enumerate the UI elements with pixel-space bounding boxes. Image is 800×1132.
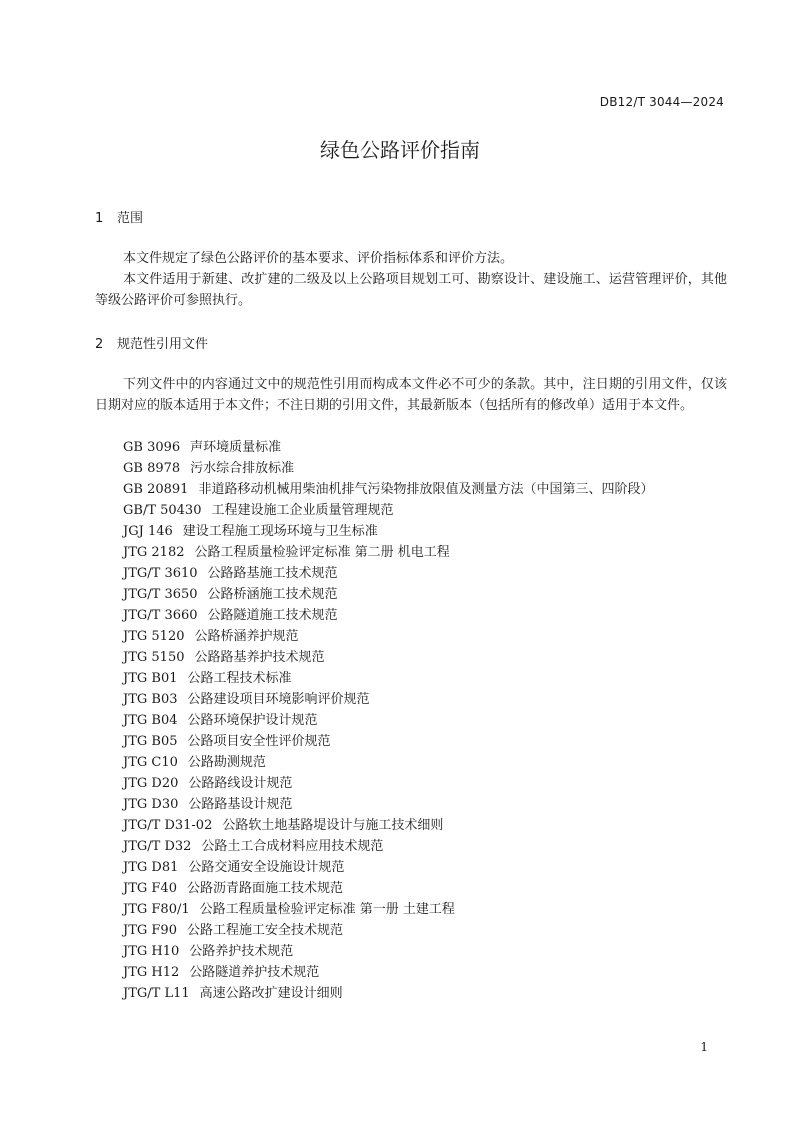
reference-code: JTG F80/1 [123, 902, 190, 917]
reference-name: 公路养护技术规范 [189, 944, 294, 959]
reference-code: JTG B04 [123, 713, 178, 728]
reference-name: 公路土工合成材料应用技术规范 [201, 839, 384, 854]
page-number: 1 [700, 1040, 708, 1054]
reference-name: 高速公路改扩建设计细则 [199, 986, 343, 1001]
reference-item [123, 458, 653, 479]
reference-code: JTG/T D32 [123, 839, 192, 854]
reference-name: 公路勘测规范 [187, 755, 266, 770]
reference-item [123, 521, 653, 542]
reference-code: GB/T 50430 [123, 503, 202, 518]
reference-name: 公路路基施工技术规范 [207, 566, 338, 581]
document-id: DB12/T 3044—2024 [599, 95, 724, 109]
reference-code: JTG/T 3610 [123, 566, 198, 581]
reference-name: 公路路基养护技术规范 [194, 650, 325, 665]
reference-item [123, 899, 653, 920]
reference-code: JTG B01 [123, 671, 178, 686]
reference-name: 公路隧道施工技术规范 [207, 608, 338, 623]
reference-item [123, 731, 653, 752]
references-intro-paragraph: 下列文件中的内容通过文中的规范性引用而构成本文件必不可少的条款。其中，注日期的引用文件，仅该日期对应的版本适用于本文件；不注日期的引用文件，其最新版本（包括所有的修改单）适用于本文件。 [95, 377, 727, 413]
reference-name: 公路路线设计规范 [188, 776, 293, 791]
reference-name: 公路工程质量检验评定标准 第一册 土建工程 [199, 902, 455, 917]
reference-code: JTG C10 [123, 755, 178, 770]
reference-item [123, 878, 653, 899]
reference-name: 公路桥涵施工技术规范 [207, 587, 338, 602]
reference-code: JTG/T D31-02 [123, 818, 213, 833]
section-title: 范围 [117, 211, 144, 226]
reference-code: JTG H10 [123, 944, 180, 959]
reference-name: 公路工程技术标准 [187, 671, 292, 686]
reference-name: 公路环境保护设计规范 [187, 713, 318, 728]
reference-code: GB 3096 [123, 440, 181, 455]
reference-code: JTG/T 3650 [123, 587, 198, 602]
reference-item [123, 815, 653, 836]
reference-name: 非道路移动机械用柴油机排气污染物排放限值及测量方法（中国第三、四阶段） [198, 482, 654, 497]
reference-item [123, 584, 653, 605]
reference-name: 污水综合排放标准 [190, 461, 295, 476]
reference-name: 公路建设项目环境影响评价规范 [187, 692, 370, 707]
section-number: 1 [95, 211, 104, 226]
section-title: 规范性引用文件 [117, 337, 209, 352]
section-number: 2 [95, 337, 104, 352]
reference-item [123, 668, 653, 689]
reference-code: JTG D81 [123, 860, 179, 875]
reference-item [123, 563, 653, 584]
reference-name: 公路工程质量检验评定标准 第二册 机电工程 [194, 545, 450, 560]
reference-item [123, 542, 653, 563]
reference-item [123, 626, 653, 647]
reference-item [123, 983, 653, 1004]
reference-item [123, 689, 653, 710]
reference-code: JTG F40 [123, 881, 177, 896]
reference-item [123, 836, 653, 857]
reference-item [123, 794, 653, 815]
reference-item [123, 920, 653, 941]
reference-name: 公路隧道养护技术规范 [189, 965, 320, 980]
reference-code: JTG B03 [123, 692, 178, 707]
reference-name: 公路交通安全设施设计规范 [188, 860, 345, 875]
reference-item [123, 437, 653, 458]
reference-item [123, 500, 653, 521]
reference-code: JTG/T 3660 [123, 608, 198, 623]
reference-code: JTG 5150 [123, 650, 185, 665]
reference-name: 声环境质量标准 [190, 440, 282, 455]
reference-item [123, 773, 653, 794]
reference-code: GB 20891 [123, 482, 189, 497]
reference-name: 公路工程施工安全技术规范 [186, 923, 343, 938]
reference-name: 公路桥涵养护规范 [194, 629, 299, 644]
reference-code: JTG 5120 [123, 629, 185, 644]
reference-code: JTG B05 [123, 734, 178, 749]
reference-name: 公路项目安全性评价规范 [187, 734, 331, 749]
reference-name: 公路路基设计规范 [188, 797, 293, 812]
scope-paragraph: 本文件规定了绿色公路评价的基本要求、评价指标体系和评价方法。 [123, 251, 514, 266]
reference-code: GB 8978 [123, 461, 181, 476]
reference-item [123, 710, 653, 731]
reference-code: JTG H12 [123, 965, 180, 980]
reference-item [123, 479, 653, 500]
reference-name: 公路软土地基路堤设计与施工技术细则 [222, 818, 444, 833]
section-heading-scope [95, 207, 143, 226]
reference-item [123, 647, 653, 668]
reference-code: JTG 2182 [123, 545, 185, 560]
reference-name: 公路沥青路面施工技术规范 [186, 881, 343, 896]
reference-code: JGJ 146 [123, 524, 173, 539]
reference-item [123, 962, 653, 983]
scope-paragraph: 本文件适用于新建、改扩建的二级及以上公路项目规划工可、勘察设计、建设施工、运营管理评价，其他等级公路评价可参照执行。 [95, 272, 727, 308]
reference-item [123, 605, 653, 626]
reference-code: JTG/T L11 [123, 986, 190, 1001]
page-title: 绿色公路评价指南 [320, 138, 480, 162]
reference-list [123, 437, 653, 1004]
reference-code: JTG F90 [123, 923, 177, 938]
section-heading-normative-references [95, 333, 208, 352]
reference-code: JTG D30 [123, 797, 179, 812]
reference-code: JTG D20 [123, 776, 179, 791]
reference-name: 工程建设施工企业质量管理规范 [211, 503, 394, 518]
reference-item [123, 941, 653, 962]
reference-item [123, 857, 653, 878]
reference-item [123, 752, 653, 773]
reference-name: 建设工程施工现场环境与卫生标准 [182, 524, 378, 539]
